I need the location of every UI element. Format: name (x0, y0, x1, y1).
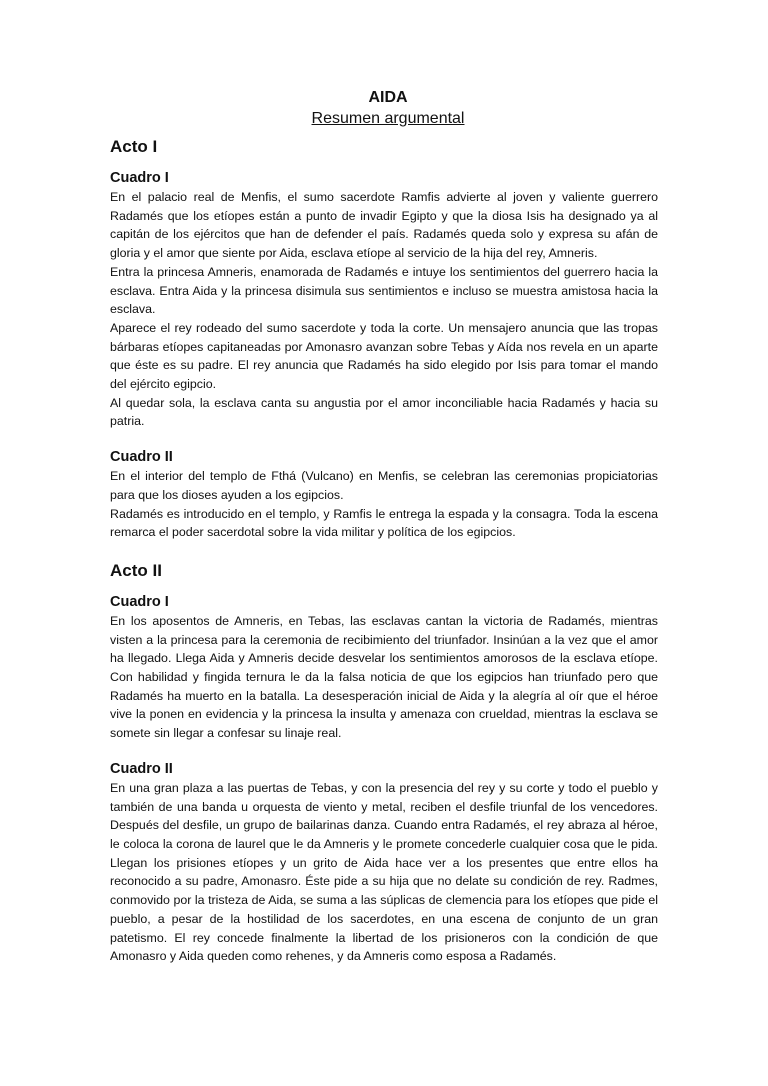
act-heading: Acto II (110, 560, 162, 580)
paragraph: En el palacio real de Menfis, el sumo sacerdote Ramfis advierte al joven y valiente guerrero Radamés que los etíopes están a punto de invadir Egipto y que la diosa Isis ha designado ya al capitán de los ejércitos que han de defender el país. Radamés queda solo y expresa su afán de gloria y el amor que siente por Aida, esclava etíope al servicio de la hija del rey, Amneris. (110, 190, 658, 261)
scene-heading: Cuadro II (110, 760, 173, 777)
document-body (110, 88, 658, 966)
paragraph: Aparece el rey rodeado del sumo sacerdote y toda la corte. Un mensajero anuncia que las tropas bárbaras etíopes capitaneadas por Amonasro avanzan sobre Tebas y Aída nos revela en un aparte que éste es su padre. El rey anuncia que Radamés ha sido elegido por Isis para tomar el mando del ejército egipcio. (110, 320, 658, 392)
paragraph: En el interior del templo de Fthá (Vulcano) en Menfis, se celebran las ceremonias propiciatorias para que los dioses ayuden a los egipcios. (110, 469, 658, 502)
scene-heading: Cuadro I (110, 593, 169, 610)
scene-heading: Cuadro I (110, 170, 169, 186)
paragraph: Entra la princesa Amneris, enamorada de Radamés e intuye los sentimientos del guerrero hacia la esclava. Entra Aida y la princesa disimula sus sentimientos e incluso se muestra amistosa hacia la esclava. (110, 264, 658, 317)
scene-heading: Cuadro II (110, 449, 173, 466)
act-heading: Acto I (110, 137, 158, 156)
paragraph: Al quedar sola, la esclava canta su angustia por el amor inconciliable hacia Radamés y hacia su patria. (110, 395, 658, 429)
document-subtitle: Resumen argumental (311, 110, 465, 127)
paragraph: Radamés es introducido en el templo, y Ramfis le entrega la espada y la consagra. Toda la escena remarca el poder sacerdotal sobre la vida militar y política de los egipcios. (110, 506, 658, 540)
paragraph: En una gran plaza a las puertas de Tebas, y con la presencia del rey y su corte y todo el pueblo y también de una banda u orquesta de viento y metal, reciben el desfile triunfal de los vencedores. Después del desfile, un grupo de bailarinas danza. Cuando entra Radamés, el rey abraza al héroe, le coloca la corona de laurel que le da Amneris y le promete concederle cualquier cosa que le pida. Llegan los prisiones etíopes y un grito de Aida hace ver a los presentes que entre ellos ha reconocido a su padre, Amonasro. Éste pide a su hija que no delate su condición de rey. Radmes, conmovido por la tristeza de Aida, se suma a las súplicas de clemencia para los etíopes que pide el pueblo, a pesar de la hostilidad de los sacerdotes, en una escena de conjunto de un gran patetismo. El rey concede finalmente la libertad de los prisioneros con la condición de que Amonasro y Aida queden como rehenes, y da Amneris como esposa a Radamés. (110, 780, 658, 964)
document-title: AIDA (368, 89, 408, 106)
paragraph: En los aposentos de Amneris, en Tebas, las esclavas cantan la victoria de Radamés, mientras visten a la princesa para la ceremonia de recibimiento del triunfador. Insinúan a la vez que el amor ha llegado. Llega Aida y Amneris decide desvelar los sentimientos amorosos de la esclava etíope. Con habilidad y fingida ternura le da la falsa noticia de que los egipcios han triunfado pero que Radamés ha muerto en la batalla. La desesperación inicial de Aida y la alegría al oír que el héroe vive la ponen en evidencia y la princesa la insulta y amenaza con crueldad, mientras la esclava se somete sin llegar a confesar su linaje real. (110, 613, 658, 741)
